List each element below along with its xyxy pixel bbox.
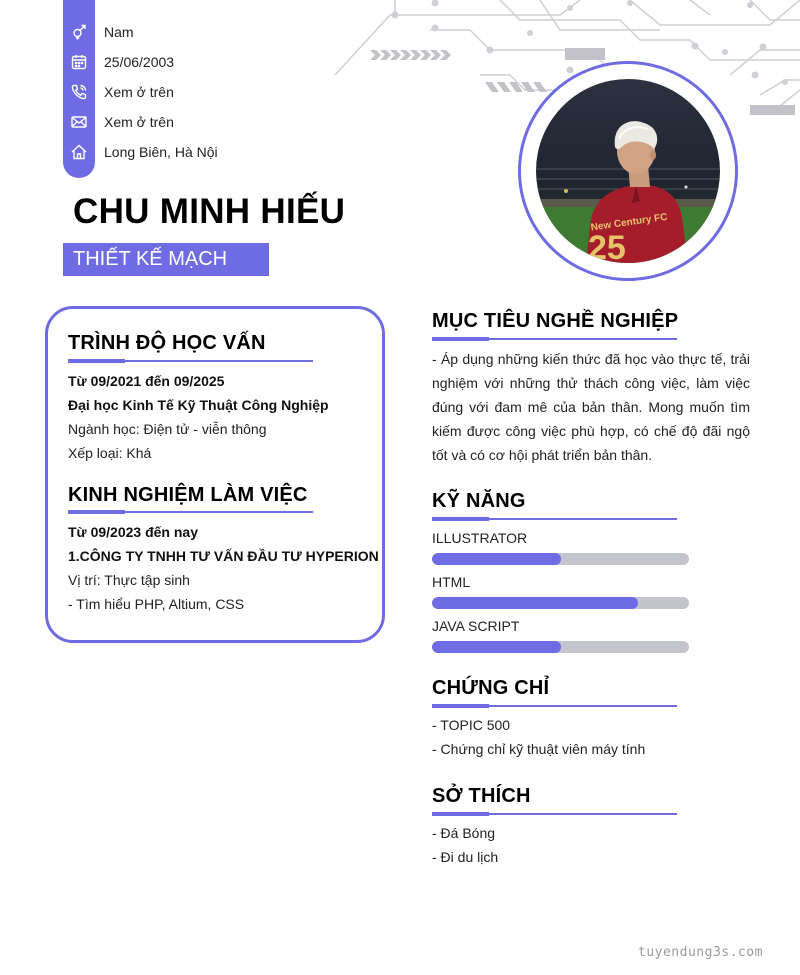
education-grade: Xếp loại: Khá bbox=[68, 445, 152, 461]
experience-position: Vị trí: Thực tập sinh bbox=[68, 572, 190, 588]
education-title: TRÌNH ĐỘ HỌC VẤN bbox=[68, 332, 266, 354]
experience-title: KINH NGHIỆM LÀM VIỆC bbox=[68, 484, 308, 506]
section-divider bbox=[68, 511, 313, 513]
section-divider bbox=[432, 518, 677, 520]
certificate-item: - TOPIC 500 bbox=[432, 717, 511, 733]
photo-caption: New Century FC bbox=[590, 211, 669, 234]
contact-phone bbox=[63, 77, 323, 107]
skill-bar-fill bbox=[432, 597, 638, 609]
skill-bar-track bbox=[432, 553, 689, 565]
education-period: Từ 09/2021 đến 09/2025 bbox=[68, 373, 225, 389]
experience-task: - Tìm hiểu PHP, Altium, CSS bbox=[68, 596, 245, 612]
section-divider bbox=[432, 338, 677, 340]
contact-text: 25/06/2003 bbox=[104, 54, 175, 70]
candidate-name: CHU MINH HIẾU bbox=[73, 192, 346, 231]
section-divider bbox=[432, 705, 677, 707]
section-divider bbox=[68, 360, 313, 362]
objective-title: MỤC TIÊU NGHỀ NGHIỆP bbox=[432, 310, 679, 332]
skill-bar-fill bbox=[432, 553, 561, 565]
contact-gender bbox=[63, 17, 323, 47]
phone-icon bbox=[63, 77, 95, 107]
certificate-item: - Chứng chỉ kỹ thuật viên máy tính bbox=[432, 741, 646, 757]
skill-bar-track bbox=[432, 597, 689, 609]
role-banner bbox=[63, 243, 269, 276]
home-icon bbox=[63, 137, 95, 167]
avatar bbox=[536, 79, 720, 263]
objective-text: - Áp dụng những kiến thức đã học vào thực tế, trải nghiệm với những thử thách công việc, làm việc đúng với đam mê của bản thân. Mong muốn tìm kiếm được công việc phù hợp, có chế độ đãi ngộ tốt và có cơ hội phát triển bản thân. bbox=[432, 351, 750, 463]
hobbies-title: SỞ THÍCH bbox=[432, 785, 531, 807]
avatar-frame bbox=[518, 61, 738, 281]
contact-text: Long Biên, Hà Nội bbox=[104, 144, 218, 160]
certificates-title: CHỨNG CHỈ bbox=[432, 677, 550, 699]
education-major: Ngành học: Điện tử - viễn thông bbox=[68, 421, 267, 437]
contact-text: Xem ở trên bbox=[104, 114, 174, 130]
skill-name: HTML bbox=[432, 574, 471, 590]
education-school: Đại học Kinh Tế Kỹ Thuật Công Nghiệp bbox=[68, 397, 329, 413]
role-title: THIẾT KẾ MẠCH bbox=[73, 248, 228, 270]
skill-bar-fill bbox=[432, 641, 561, 653]
contact-birthday bbox=[63, 47, 323, 77]
contact-email bbox=[63, 107, 323, 137]
contact-text: Nam bbox=[104, 24, 134, 40]
contact-text: Xem ở trên bbox=[104, 84, 174, 100]
hobby-item: - Đá Bóng bbox=[432, 825, 496, 841]
skill-name: JAVA SCRIPT bbox=[432, 618, 520, 634]
experience-period: Từ 09/2023 đến nay bbox=[68, 524, 198, 540]
svg-text:25: 25 bbox=[588, 229, 626, 263]
education-experience-card bbox=[45, 306, 385, 643]
skill-bar-track bbox=[432, 641, 689, 653]
skill-name: ILLUSTRATOR bbox=[432, 530, 528, 546]
calendar-icon bbox=[63, 47, 95, 77]
watermark: tuyendung3s.com bbox=[638, 945, 763, 960]
contact-address bbox=[63, 137, 323, 167]
section-divider bbox=[432, 813, 677, 815]
skills-title: KỸ NĂNG bbox=[432, 490, 526, 512]
experience-company: 1.CÔNG TY TNHH TƯ VẤN ĐẦU TƯ HYPERION bbox=[68, 548, 379, 564]
email-icon bbox=[63, 107, 95, 137]
hobby-item: - Đi du lịch bbox=[432, 849, 499, 865]
gender-icon bbox=[63, 17, 95, 47]
